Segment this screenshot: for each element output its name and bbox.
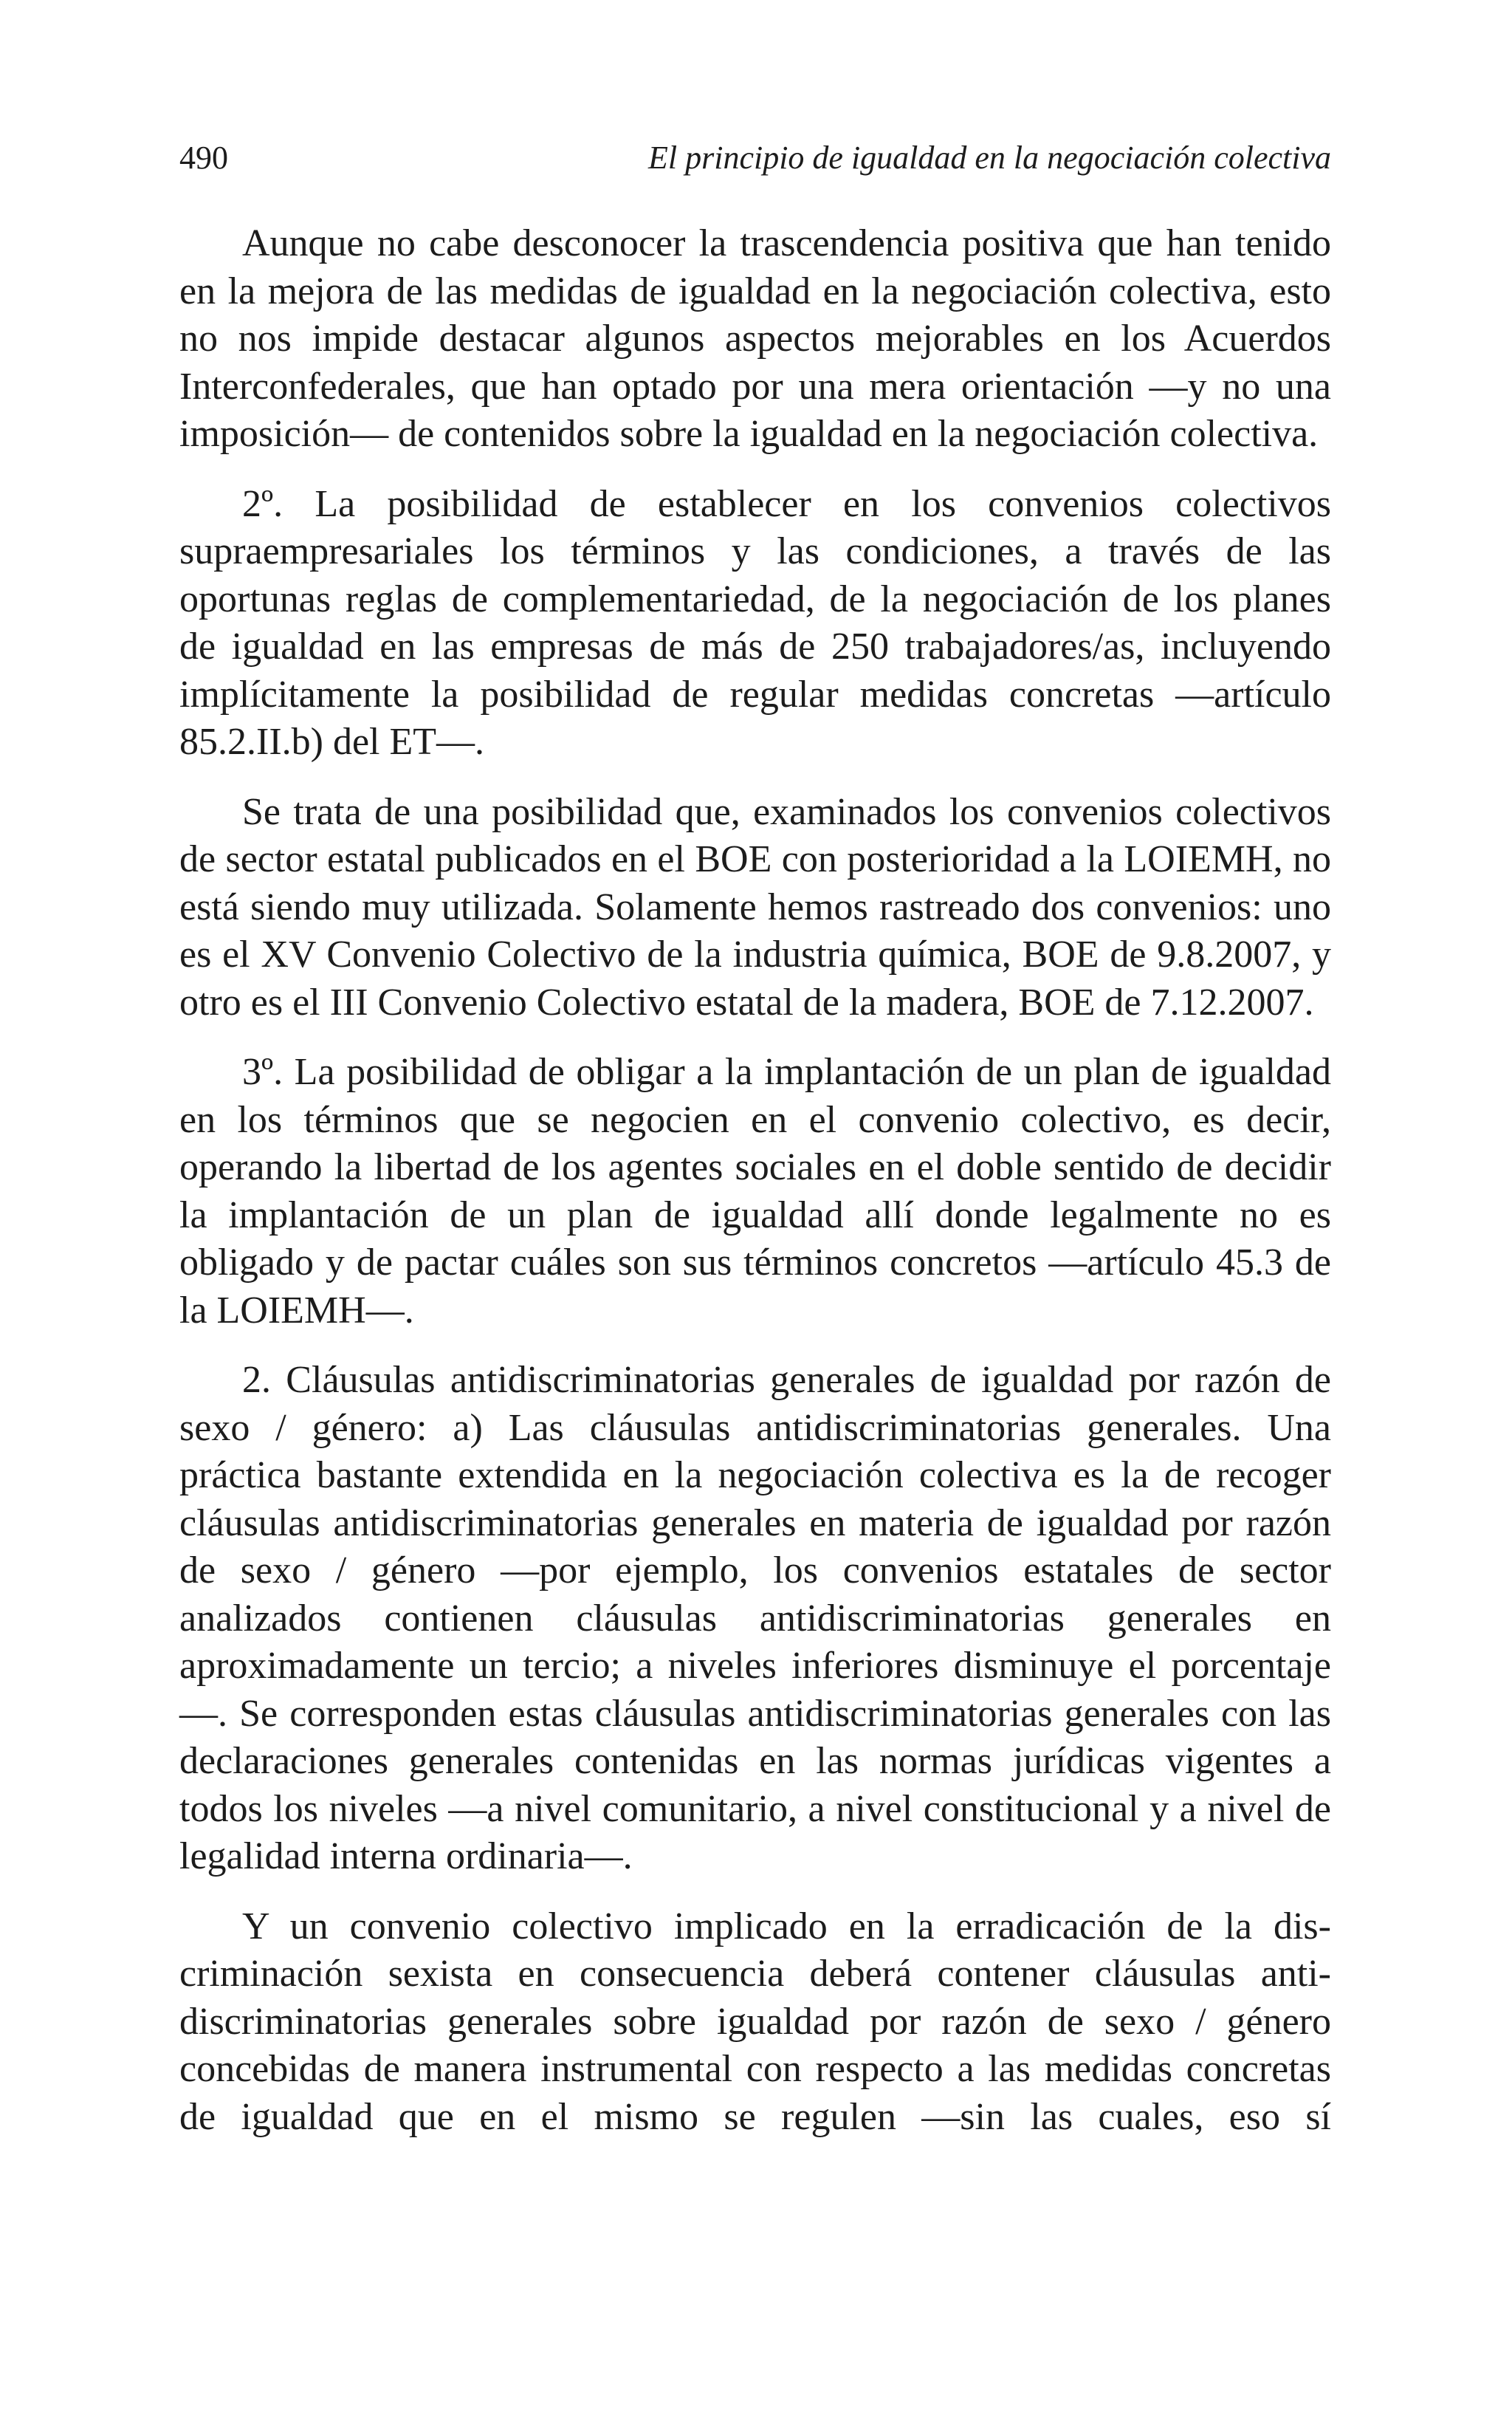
paragraph: Se trata de una posibilidad que, examinados los convenios colectivos de sector estatal publicados en el BOE con posterioridad a la LOIEMH, no está siendo muy utilizada. Solamente hemos rastreado dos convenios: uno es el XV Convenio Colectivo de la industria química, BOE de 9.8.2007, y otro es el III Convenio Colectivo estatal de la madera, BOE de 7.12.2007. [179, 790, 1331, 1024]
running-header [179, 137, 1331, 182]
paragraph: 2º. La posibilidad de establecer en los convenios colectivos supraempresariales los términos y las condiciones, a través de las oportunas reglas de complementariedad, de la negociación de los planes de igualdad en las empresas de más de 250 trabajadores/as, incluyendo implícitamente la posibilidad de regular medidas concretas —artículo 85.2.II.b) del ET—. [179, 482, 1331, 763]
page-number: 490 [179, 140, 228, 176]
paragraph: 3º. La posibilidad de obligar a la implantación de un plan de igualdad en los términos que se negocien en el convenio colectivo, es decir, operando la libertad de los agentes sociales en el doble sentido de decidir la implantación de un plan de igualdad allí donde legalmente no es obligado y de pactar cuáles son sus términos concretos —artículo 45.3 de la LOIEMH—. [179, 1051, 1331, 1332]
paragraph: Y un convenio colectivo implicado en la erradicación de la discriminación sexista en consecuencia deberá contener cláusulas antidiscriminatorias generales sobre igualdad por razón de sexo / género concebidas de manera instrumental con respecto a las medidas concretas de igualdad que en el mismo se regulen —sin las cuales, eso sí [179, 1905, 1331, 2138]
paragraph: 2. Cláusulas antidiscriminatorias generales de igualdad por razón de sexo / género: a) Las cláusulas antidiscriminatorias generales. Una práctica bastante extendida en la negociación colectiva es la de recoger cláusulas antidiscriminatorias generales en materia de igualdad por razón de sexo / género —por ejemplo, los convenios estatales de sector analizados contienen cláusulas antidiscriminatorias generales en aproximadamente un tercio; a niveles inferiores disminuye el porcentaje—. Se corresponden estas cláusulas antidiscriminatorias generales con las declaraciones generales contenidas en las normas jurídicas vigentes a todos los niveles —a nivel comunitario, a nivel constitucional y a nivel de legalidad interna ordinaria—. [179, 1359, 1331, 1877]
body-text [179, 220, 1331, 2141]
running-title: El principio de igualdad en la negociación colectiva [648, 140, 1331, 176]
paragraph: Aunque no cabe desconocer la trascendencia positiva que han tenido en la mejora de las medidas de igualdad en la negociación colectiva, esto no nos impide destacar algunos aspectos mejorables en los Acuerdos Interconfederales, que han optado por una mera orientación —y no una imposición— de contenidos sobre la igualdad en la negociación colectiva. [179, 222, 1331, 455]
